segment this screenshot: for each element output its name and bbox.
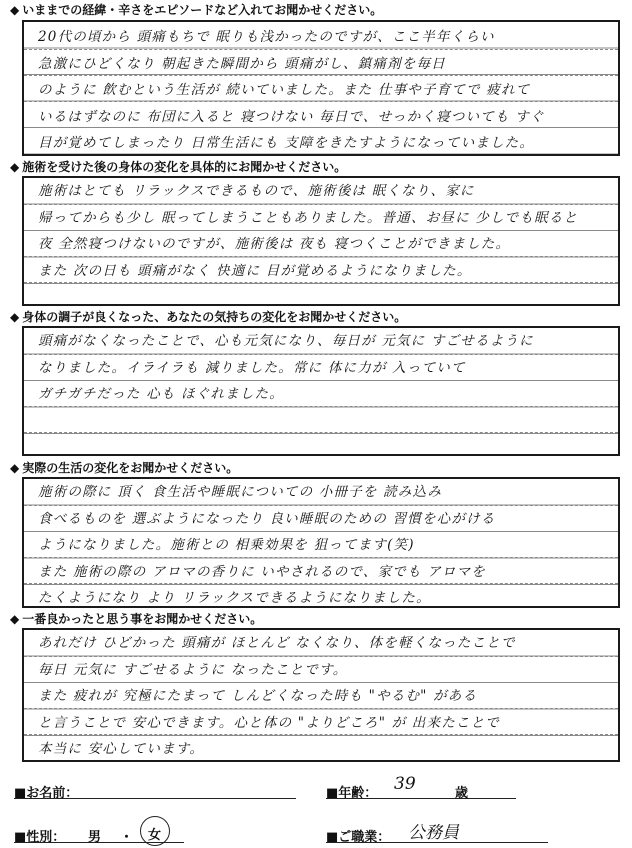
age-unit: 歳 (455, 786, 469, 801)
answer-line: なりました。イライラも 減りました。常に 体に力が 入っていて (38, 359, 466, 376)
job-value: 公務員 (408, 823, 459, 843)
answer-line (38, 408, 610, 435)
answer-box-1 (22, 20, 620, 156)
answer-box-5 (22, 628, 620, 762)
answer-box-2 (22, 176, 620, 306)
section-heading-text: 施術を受けた後の身体の変化を具体的にお聞かせください。 (22, 160, 347, 174)
answer-line: 20代の頃から 頭痛もちで 眠りも浅かったのですが、ここ半年くらい (38, 29, 495, 45)
answer-line: ガチガチだった 心も ほぐれました。 (38, 386, 284, 402)
answer-line: 夜 全然寝つけないのですが、施術後は 夜も 寝つくことができました。 (38, 236, 511, 252)
section-heading-text: 実際の生活の変化をお聞かせください。 (22, 461, 239, 475)
name-underline (14, 798, 296, 799)
answer-line: 本当に 安心しています。 (38, 741, 205, 757)
answer-line: また 施術の際の アロマの香りに いやされるので、家でも アロマを (38, 563, 486, 580)
age-label: ■年齢： (326, 786, 378, 801)
answer-line: たくようになり より リラックスできるようになりました。 (38, 590, 431, 606)
handwritten-answer-3 (38, 328, 610, 461)
handwritten-answer-2 (38, 178, 610, 311)
answer-line: いるはずなのに 布団に入ると 寝つけない 毎日で、せっかく寝ついても すぐ (38, 108, 545, 125)
gender-option-male: 男 (88, 830, 102, 845)
section-heading-4 (10, 461, 238, 476)
answer-box-4 (22, 477, 620, 608)
answer-line: あれだけ ひどかった 頭痛が ほとんど なくなり、体を軽くなったことで (38, 635, 516, 651)
diamond-bullet-icon: ◆ (10, 310, 20, 324)
gender-separator: ・ (120, 830, 134, 845)
section-heading-5 (10, 612, 262, 627)
answer-line: また 次の日も 頭痛がなく 快適に 目が覚めるようになりました。 (38, 262, 472, 279)
gender-option-female: 女 (148, 828, 162, 843)
answer-line: 毎日 元気に すごせるように なったことです。 (38, 661, 348, 678)
section-heading-text: 一番良かったと思う事をお聞かせください。 (22, 612, 263, 626)
answer-line: また 疲れが 究極にたまって しんどくなった時も "やるむ" がある (38, 688, 478, 704)
answer-line: 頭痛がなくなったことで、心も元気になり、毎日が 元気に すごせるように (38, 333, 534, 349)
name-label: ■お名前： (14, 786, 79, 801)
handwritten-answer-4 (38, 479, 610, 612)
age-underline (326, 798, 516, 799)
handwritten-answer-5 (38, 630, 610, 763)
diamond-bullet-icon: ◆ (10, 3, 20, 17)
section-heading-text: いままでの経緯・辛さをエピソードなど入れてお聞かせください。 (22, 3, 383, 17)
answer-box-3 (22, 326, 620, 456)
answer-line: 帰ってからも少し 眠ってしまうこともありました。普通、お昼に 少しでも眠ると (38, 209, 579, 226)
answer-line (38, 284, 610, 311)
answer-line: ようになりました。施術との 相乗効果を 狙ってます(笑) (38, 537, 415, 553)
answer-line: と言うことで 安心できます。心と体の "よりどころ" が 出来たことで (38, 714, 501, 731)
diamond-bullet-icon: ◆ (10, 612, 20, 626)
section-heading-text: 身体の調子が良くなった、あなたの気持ちの変化をお聞かせください。 (22, 310, 407, 324)
answer-line: のように 飲むという生活が 続いていました。また 仕事や子育てで 疲れて (38, 82, 531, 98)
gender-label: ■性別： (14, 830, 66, 845)
answer-line: 目が覚めてしまったり 日常生活にも 支障をきたすようになっていました。 (38, 135, 535, 151)
job-label: ■ご職業： (326, 830, 391, 845)
section-heading-3 (10, 310, 406, 325)
age-value: 39 (394, 774, 416, 794)
section-heading-1 (10, 3, 382, 18)
section-heading-2 (10, 160, 346, 175)
answer-line: 施術の際に 頂く 食生活や睡眠についての 小冊子を 読み込み (38, 484, 442, 500)
answer-line: 急激にひどくなり 朝起きた瞬間から 頭痛がし、鎮痛剤を毎日 (38, 55, 446, 72)
answer-line: 食べるものを 選ぶようになったり 良い睡眠のための 習慣を心がける (38, 510, 496, 527)
answer-line (38, 434, 610, 461)
answer-line: 施術はとても リラックスできるもので、施術後は 眠くなり、家に (38, 183, 475, 199)
diamond-bullet-icon: ◆ (10, 461, 20, 475)
handwritten-answer-1 (38, 24, 610, 157)
diamond-bullet-icon: ◆ (10, 160, 20, 174)
